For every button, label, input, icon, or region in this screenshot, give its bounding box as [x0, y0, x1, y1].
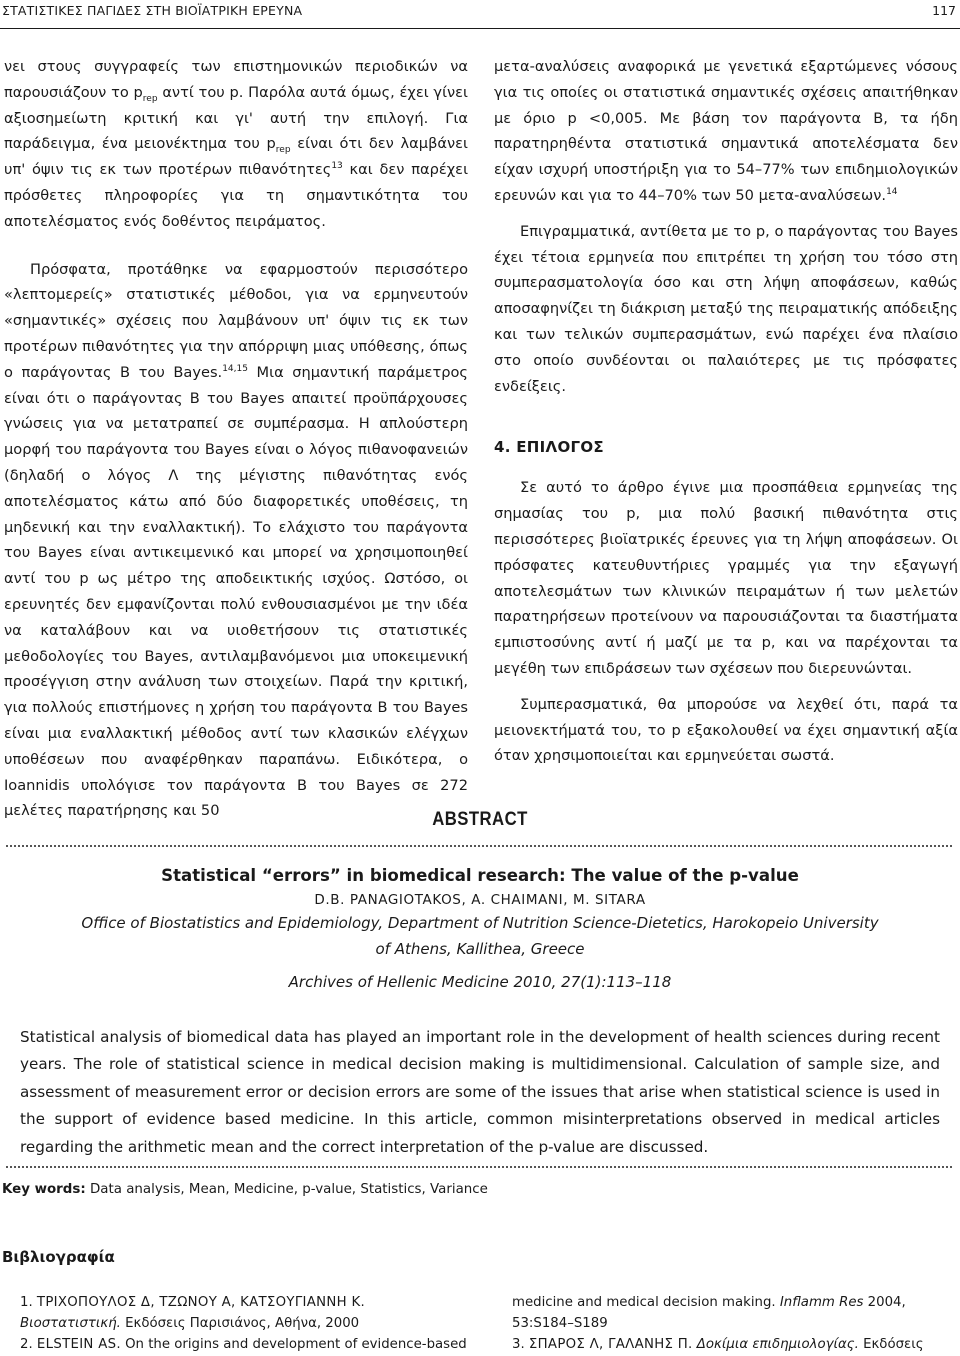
- abstract-affiliation: Office of Biostatistics and Epidemiology, Department of Nutrition Science-Dietetics, Harokopeio University: [81, 914, 879, 932]
- dotted-divider: [6, 845, 952, 847]
- reference-title: Βιοστατιστική.: [20, 1316, 121, 1331]
- paragraph: Επιγραμματικά, αντίθετα με το p, ο παράγοντας του Bayes έχει τέτοια ερμηνεία που επιτρέπει τη χρήση του τόσο στη συμπερασματολογία όσο και στη λήψη αποφάσεων, καθώς αποσαφηνίζει τη διάκριση μεταξύ της πειραματικής απόδειξης και των τελικών συμπερασμάτων, ενώ παρέχει ένα πλαίσιο στο οποίο συνδέονται οι παλαιότερες με τις πρόσφατες ενδείξεις.: [494, 222, 958, 395]
- running-head-title: ΣΤΑΤΙΣΤΙΚΕΣ ΠΑΓΙΔΕΣ ΣΤΗ ΒΙΟΪΑΤΡΙΚΗ ΕΡΕΥΝΑ: [2, 3, 303, 18]
- paragraph-gap: [494, 209, 958, 219]
- reference-item: [512, 1334, 958, 1355]
- references-heading: Βιβλιογραφία: [2, 1248, 115, 1266]
- section-gap: [494, 457, 958, 475]
- reference-item-continued: [512, 1292, 958, 1334]
- reference-authors: ELSTEIN AS.: [36, 1337, 121, 1352]
- subscript: rep: [142, 93, 158, 104]
- left-column: [4, 54, 468, 824]
- reference-details: Εκδόσεις Παρισιάνος, Αθήνα, 2000: [120, 1316, 360, 1331]
- paragraph-gap: [4, 235, 468, 257]
- abstract-header-block: [0, 860, 960, 992]
- running-head: [0, 0, 960, 29]
- reference-details: 2004, 53:S184–S189: [512, 1295, 906, 1331]
- subscript: rep: [275, 145, 291, 156]
- citation-superscript: 14,15: [222, 363, 248, 374]
- text-run: μετα-αναλύσεις αναφορικά με γενετικά εξαρτώμενες νόσους για τις οποίες οι στατιστικά σημαντικές σχέσεις απαιτήθηκαν με όριο p <0,005. Με βάση τον παράγοντα Β, τα ήδη παρατηρηθέντα στατιστικά σημαντικά αποτελέσματα δεν είχαν ισχυρή υποστήριξη για το 54–77% των επιδημιολογικών ερευνών και για το 44–70% των 50 μετα-αναλύσεων.: [494, 58, 958, 204]
- text-run: νει στους συγγραφείς των επιστημονικών περιοδικών να παρουσιάζουν το p: [4, 58, 468, 101]
- right-column: [494, 54, 958, 769]
- reference-number: 3.: [512, 1337, 529, 1352]
- references-right: [512, 1292, 958, 1355]
- reference-authors: ΤΡΙΧΟΠΟΥΛΟΣ Δ, ΤΖΩΝΟΥ Α, ΚΑΤΣΟΥΓΙΑΝΝΗ Κ.: [36, 1295, 366, 1310]
- abstract-text: Statistical analysis of biomedical data has played an important role in the development of health sciences during recent years. The role of statistical science in medical decision making is multidimensional. Calculation of sample size, and assessment of measurement error or decision errors are some of the issues that arise when statistical science is used in the support of evidence based medicine. In this article, common misinterpretations observed in medical articles regarding the arithmetic mean and the correct interpretation of the p-value are discussed.: [20, 1028, 940, 1156]
- keywords-label: Key words:: [2, 1182, 86, 1197]
- abstract-journal: Archives of Hellenic Medicine 2010, 27(1):113–118: [288, 973, 672, 991]
- paragraph: [4, 54, 468, 235]
- reference-item: [20, 1334, 468, 1355]
- paragraph: [4, 257, 468, 825]
- paragraph: Σε αυτό το άρθρο έγινε μια προσπάθεια ερμηνείας της σημασίας του p, μια πολύ βασική πιθανότητα στις περισσότερες βιοϊατρικές έρευνες για τη λήψη αποφάσεων. Οι πρόσφατες κατευθυντήριες γραμμές για την εξαγωγή αποτελεσμάτων των κλινικών πειραμάτων ή των μελετών παρατηρήσεων προτείνουν να παρουσιάζονται τα διαστήματα εμπιστοσύνης αντί ή μαζί με τα p, και να παρέχονται τα μεγέθη των επιδράσεων των σχέσεων που διερευνώνται.: [494, 479, 958, 677]
- citation-superscript: 14: [886, 187, 898, 198]
- citation-superscript: 13: [331, 161, 343, 172]
- reference-number: 2.: [20, 1337, 37, 1352]
- keywords-list: Data analysis, Mean, Medicine, p-value, Statistics, Variance: [89, 1182, 488, 1197]
- reference-journal: Inflamm Res: [775, 1295, 864, 1310]
- reference-item: [20, 1292, 468, 1334]
- paragraph: Συμπερασματικά, θα μπορούσε να λεχθεί ότι, παρά τα μειονεκτήματά του, το p εξακολουθεί να έχει σημαντική αξία όταν χρησιμοποιείται και ερμηνεύεται σωστά.: [494, 695, 958, 765]
- text-run: αντί του p. Παρόλα αυτά όμως, έχει γίνει αξιοσημείωτη κριτική και γι' αυτή την επιλογή. Για παράδειγμα, ένα μειονέκτημα του p: [4, 83, 468, 153]
- text-run: Πρόσφατα, προτάθηκε να εφαρμοστούν περισσότερο «λεπτομερείς» στατιστικές μέθοδοι, για να ερμηνευτούν «σημαντικές» σχέσεις που λαμβάνουν υπ' όψιν τις εκ των προτέρων πιθανότητες για την απόρριψη μιας υπόθεσης, όπως ο παράγοντας Β του Bayes.: [4, 260, 468, 381]
- page-number: 117: [932, 3, 956, 18]
- reference-authors: ΣΠΑΡΟΣ Λ, ΓΑΛΑΝΗΣ Π.: [528, 1337, 693, 1352]
- dotted-divider: [6, 1166, 952, 1168]
- section-heading: 4. ΕΠΙΛΟΓΟΣ: [494, 438, 604, 457]
- paragraph-gap: [494, 682, 958, 692]
- reference-details: On the origins and development of evidence-based: [120, 1337, 467, 1352]
- text-run: Μια σημαντική παράμετρος είναι ότι ο παράγοντας Β του Bayes απαιτεί προϋπάρχουσες γνώσεις για να μετατραπεί σε συμπέρασμα. Η απλούστερη μορφή του παράγοντα του Bayes είναι ο λόγος πιθανοφανειών (δηλαδή ο λόγος Λ της μέγιστης πιθανότητας ενός αποτελέσματος κάτω από δύο διαφορετικές υποθέσεις, τη μηδενική και την εναλλακτική). Το ελάχιστο του παράγοντα του Bayes είναι αντικειμενικό και μπορεί να χρησιμοποιηθεί αντί του p ως μέτρο της αποδεικτικής ισχύος. Ωστόσο, οι ερευνητές δεν εμφανίζονται πολύ ενθουσιασμένοι με την ιδέα να καταλάβουν και να υιοθετήσουν τις στατιστικές μεθοδολογίες του Bayes, αντιλαμβανόμενοι μια υποκειμενική προσέγγιση στην ανάλυση των στοιχείων. Παρά την κριτική, για πολλούς επιστήμονες η χρήση του παράγοντα Β του Bayes είναι μια εναλλακτική μέθοδος αντί των κλασικών ελέγχων υποθέσεων που αναφέρθηκαν παραπάνω. Ειδικότερα, ο Ioannidis υπολόγισε τον παράγοντα Β του Bayes σε 272 μελέτες παρατήρησης και 50: [4, 363, 468, 820]
- text-run: είναι ότι δεν λαμβάνει υπ' όψιν τις εκ των προτέρων πιθανότητες: [4, 135, 468, 179]
- abstract-heading: ABSTRACT: [432, 809, 528, 830]
- section-gap: [494, 399, 958, 437]
- reference-title: Δοκίμια επιδημιολογίας.: [692, 1337, 859, 1352]
- abstract-authors: D.B. PANAGIOTAKOS, A. CHAIMANI, M. SITARA: [314, 892, 646, 908]
- reference-details: Εκδόσεις: [858, 1337, 924, 1352]
- references-left: [20, 1292, 468, 1355]
- text-run: και δεν παρέχει πρόσθετες πληροφορίες για τη σημαντικότητα του αποτελέσματος ενός δοθέντος πειράματος.: [4, 161, 469, 230]
- abstract-title: Statistical “errors” in biomedical research: The value of the p-value: [161, 866, 799, 885]
- abstract-affiliation: of Athens, Kallithea, Greece: [375, 940, 585, 958]
- reference-number: 1.: [20, 1295, 37, 1310]
- reference-details: medicine and medical decision making.: [512, 1295, 776, 1310]
- keywords: [2, 1182, 488, 1197]
- paragraph: [494, 54, 958, 209]
